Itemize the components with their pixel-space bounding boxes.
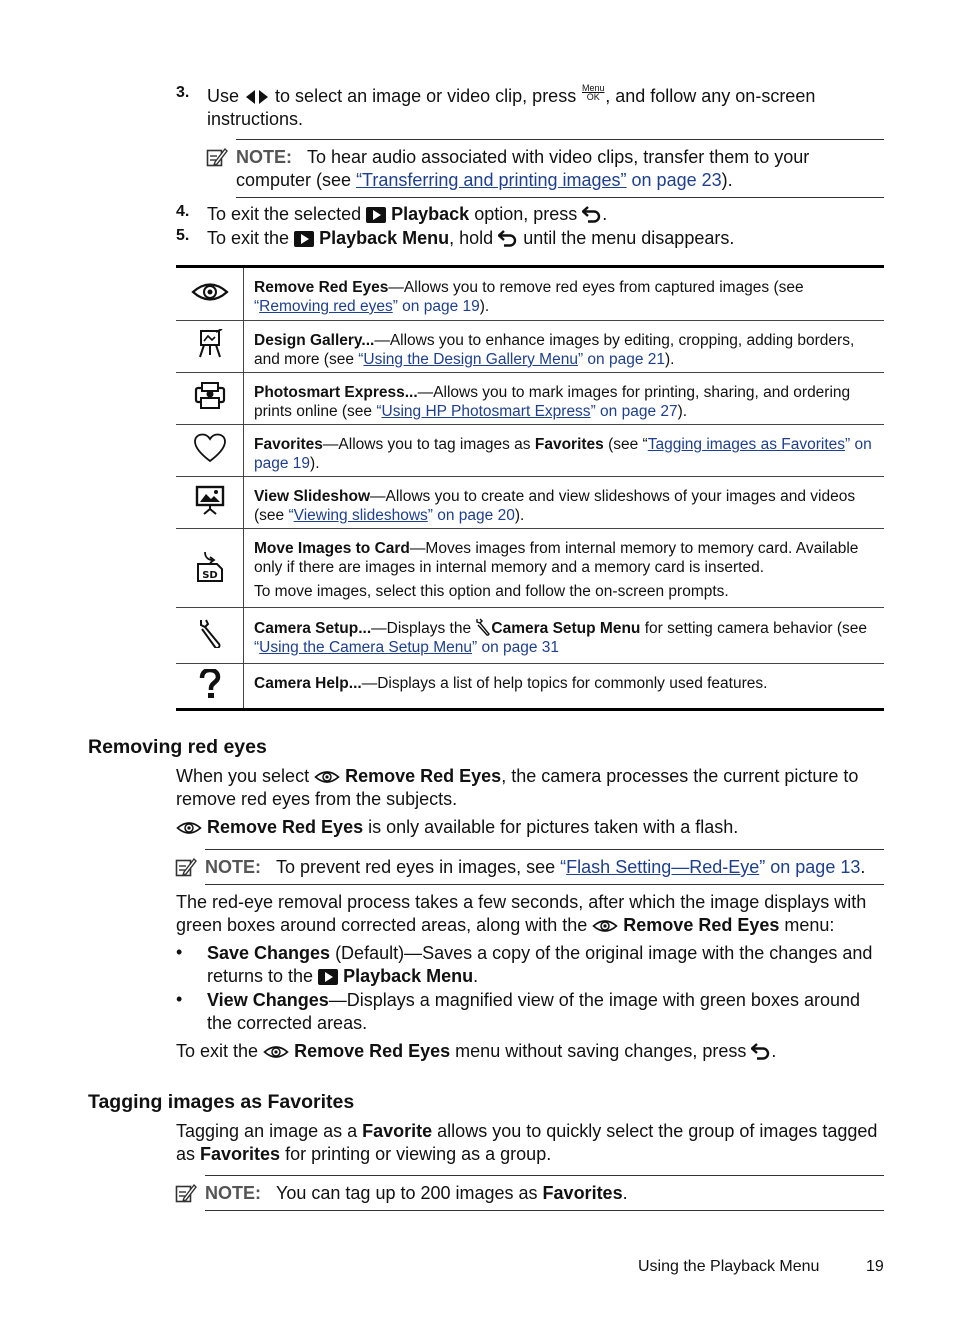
playback-menu-table: [176, 265, 884, 711]
playback-icon: [318, 969, 338, 985]
red-eye-icon: [592, 918, 618, 934]
note-favorites: NOTE: You can tag up to 200 images as Favorites.: [205, 1183, 628, 1203]
link-transferring-printing[interactable]: “Transferring and printing images” on page 23: [356, 169, 722, 190]
heart-icon: [194, 433, 226, 463]
note-red-eye: NOTE: To prevent red eyes in images, see “Flash Setting—Red-Eye” on page 13.: [205, 857, 866, 877]
design-gallery-icon: [196, 329, 224, 359]
bullet-dot: •: [176, 989, 183, 1009]
table-row: Camera Setup...—Displays the Camera Setup Menu for setting camera behavior (see “Using the Camera Setup Menu” on page 31: [176, 608, 884, 664]
note-rule-bottom: [236, 197, 884, 198]
red-eye-icon: [263, 1044, 289, 1060]
page-number: 19: [866, 1258, 884, 1275]
table-row: Remove Red Eyes—Allows you to remove red eyes from captured images (see “Removing red eyes” on page 19).: [176, 267, 884, 321]
note-icon: [175, 1183, 197, 1203]
paragraph: To exit the Remove Red Eyes menu without saving changes, press .: [176, 1041, 777, 1061]
paragraph: Tagging an image as a Favorite allows you to quickly select the group of images tagged as Favorites for printing or viewing as a group.: [176, 1121, 878, 1164]
sd-card-icon: [195, 550, 225, 582]
photosmart-express-icon: [194, 382, 226, 410]
help-icon: [198, 669, 222, 699]
step-number: 5.: [176, 227, 190, 244]
bullet-view-changes: View Changes—Displays a magnified view of the image with green boxes around the corrected areas.: [207, 990, 860, 1033]
link-removing-red-eyes[interactable]: “Removing red eyes” on page 19: [254, 298, 480, 315]
note-rule-top: [205, 849, 884, 850]
step-number: 3.: [176, 84, 190, 101]
menu-ok-icon: Menu OK: [581, 83, 605, 102]
section-heading-removing-red-eyes: Removing red eyes: [88, 736, 267, 758]
link-tagging-favorites[interactable]: Tagging images as Favorites” on page 19: [254, 436, 872, 472]
table-row: Design Gallery...—Allows you to enhance images by editing, cropping, adding borders, and more (see “Using the Design Gallery Menu” on page 21).: [176, 321, 884, 373]
note-icon: [175, 857, 197, 877]
bullet-save-changes: Save Changes (Default)—Saves a copy of the original image with the changes and returns to the Playback Menu.: [207, 943, 873, 986]
note-1: NOTE: To hear audio associated with video clips, transfer them to your computer (see “Transferring and printing images” on page 23).: [236, 147, 810, 190]
step-5-text: To exit the Playback Menu, hold until the menu disappears.: [207, 228, 735, 248]
step-4-text: To exit the selected Playback option, press .: [207, 204, 608, 224]
link-hp-photosmart-express[interactable]: “Using HP Photosmart Express” on page 27: [376, 403, 678, 420]
paragraph: The red-eye removal process takes a few seconds, after which the image displays with green boxes around corrected areas, along with the Remove Red Eyes menu:: [176, 892, 867, 935]
step-number: 4.: [176, 203, 190, 220]
link-camera-setup-menu[interactable]: “Using the Camera Setup Menu” on page 31: [254, 639, 560, 656]
link-viewing-slideshows[interactable]: “Viewing slideshows” on page 20: [288, 507, 515, 524]
note-rule-bottom: [205, 1210, 884, 1211]
note-rule-top: [205, 1175, 884, 1176]
slideshow-icon: [195, 485, 225, 515]
note-rule-top: [236, 139, 884, 140]
red-eye-icon: [176, 820, 202, 836]
red-eye-icon: [314, 769, 340, 785]
playback-icon: [366, 207, 386, 223]
note-rule-bottom: [205, 884, 884, 885]
link-flash-setting-red-eye[interactable]: “Flash Setting—Red-Eye” on page 13: [560, 857, 861, 877]
wrench-icon: [475, 618, 491, 636]
step-3-text: Use to select an image or video clip, press Menu OK , and follow any on-screen instructions.: [207, 83, 816, 129]
back-arrow-icon: [498, 229, 518, 247]
svg-text:SD: SD: [201, 569, 218, 581]
paragraph: Remove Red Eyes is only available for pictures taken with a flash.: [176, 816, 888, 839]
table-row: View Slideshow—Allows you to create and view slideshows of your images and videos (see “Viewing slideshows” on page 20).: [176, 477, 884, 529]
link-design-gallery-menu[interactable]: “Using the Design Gallery Menu” on page 21: [358, 351, 665, 368]
table-row: Photosmart Express...—Allows you to mark images for printing, sharing, and ordering prints online (see “Using HP Photosmart Express” on page 27).: [176, 373, 884, 425]
footer-title: Using the Playback Menu: [638, 1258, 820, 1275]
red-eye-icon: [191, 281, 229, 303]
back-arrow-icon: [751, 1042, 771, 1060]
table-row: Favorites—Allows you to tag images as Favorites (see “Tagging images as Favorites” on page 19).: [176, 425, 884, 477]
section-heading-tagging-favorites: Tagging images as Favorites: [88, 1091, 355, 1113]
paragraph: When you select Remove Red Eyes, the camera processes the current picture to remove red eyes from the subjects.: [176, 766, 859, 809]
wrench-icon: [197, 618, 223, 648]
bullet-dot: •: [176, 942, 183, 962]
table-row: Camera Help...—Displays a list of help topics for commonly used features.: [176, 664, 884, 710]
playback-icon: [294, 231, 314, 247]
table-row: SD Move Images to Card—Moves images from internal memory to memory card. Available only if there are images in internal memory and a memory card is inserted. To move images, select this option and follow the on-screen prompts.: [176, 529, 884, 608]
note-icon: [206, 147, 228, 167]
back-arrow-icon: [582, 205, 602, 223]
left-right-arrows-icon: [244, 89, 270, 105]
